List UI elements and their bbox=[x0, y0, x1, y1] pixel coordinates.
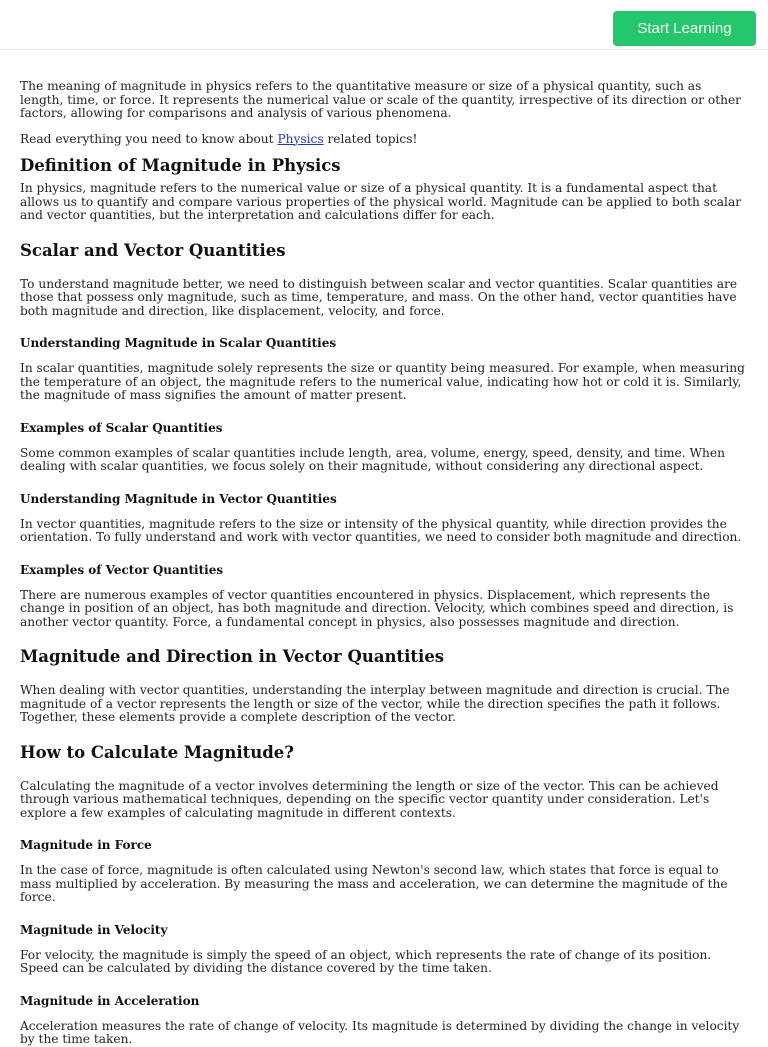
section-paragraph: In physics, magnitude refers to the numerical value or size of a physical quantity. It is a fundamental aspect that allows us to quantify and compare various properties of the physical world. Magnitude can be applied to both scalar and vector quantities, but the interpretation and calculations differ for each. bbox=[20, 181, 742, 222]
section-paragraph: Calculating the magnitude of a vector involves determining the length or size of the vector. This can be achieved through various mathematical techniques, depending on the specific vector quantity under consideration. Let's explore a few examples of calculating magnitude in different contexts. bbox=[20, 778, 719, 820]
section-paragraph: When dealing with vector quantities, understanding the interplay between magnitude and direction is crucial. The magnitude of a vector represents the length or size of the vector, while the direction specifies the path it follows. Together, these elements provide a complete description of the vector. bbox=[20, 683, 730, 724]
section-heading: Scalar and Vector Quantities bbox=[20, 240, 286, 260]
subsection-heading: Understanding Magnitude in Scalar Quantities bbox=[20, 336, 337, 350]
subsection-paragraph: Acceleration measures the rate of change of velocity. Its magnitude is determined by dividing the change in velocity by the time taken. bbox=[20, 1018, 740, 1046]
subsection-heading: Magnitude in Acceleration bbox=[20, 993, 200, 1008]
subsection-heading: Examples of Scalar Quantities bbox=[20, 420, 223, 435]
subsection-heading: Examples of Vector Quantities bbox=[20, 562, 224, 577]
subsection-paragraph: In scalar quantities, magnitude solely represents the size or quantity being measured. For example, when measuring the temperature of an object, the magnitude refers to the numerical value, indicating how hot or cold it is. Similarly, the magnitude of mass signifies the amount of matter present. bbox=[20, 361, 745, 402]
subsection-paragraph: In the case of force, magnitude is often calculated using Newton's second law, which states that force is equal to mass multiplied by acceleration. By measuring the mass and acceleration, we can determine the magnitude of the force. bbox=[20, 863, 728, 904]
read-more-line bbox=[20, 133, 748, 147]
top-bar bbox=[0, 0, 768, 50]
article-body bbox=[20, 80, 748, 1047]
subsection-heading: Magnitude in Force bbox=[20, 838, 152, 852]
subsection-paragraph: For velocity, the magnitude is simply the speed of an object, which represents the rate of change of its position. Speed can be calculated by dividing the distance covered by the time taken. bbox=[20, 947, 712, 975]
section-heading: Magnitude and Direction in Vector Quantities bbox=[20, 647, 445, 666]
intro-paragraph: The meaning of magnitude in physics refers to the quantitative measure or size of a physical quantity, such as length, time, or force. It represents the numerical value or scale of the quantity, irrespective of its direction or other factors, allowing for comparisons and analysis of various phenomena. bbox=[20, 79, 741, 120]
section-heading: Definition of Magnitude in Physics bbox=[20, 156, 341, 175]
subsection-heading: Understanding Magnitude in Vector Quantities bbox=[20, 491, 337, 506]
subsection-heading: Magnitude in Velocity bbox=[20, 922, 168, 937]
start-learning-button[interactable]: Start Learning bbox=[613, 11, 756, 46]
subsection-paragraph: There are numerous examples of vector quantities encountered in physics. Displacement, which represents the change in position of an object, has both magnitude and direction. Velocity, which combines speed and direction, is another vector quantity. Force, a fundamental concept in physics, also possesses magnitude and direction. bbox=[20, 587, 734, 629]
read-more-suffix: related topics! bbox=[323, 131, 418, 146]
section-heading: How to Calculate Magnitude? bbox=[20, 742, 294, 762]
subsection-paragraph: In vector quantities, magnitude refers to the size or intensity of the physical quantity, while direction provides the orientation. To fully understand and work with vector quantities, we need to consider both magnitude and direction. bbox=[20, 516, 742, 544]
physics-topics-link[interactable]: Physics bbox=[277, 131, 324, 146]
read-more-prefix: Read everything you need to know about bbox=[20, 131, 278, 146]
subsection-paragraph: Some common examples of scalar quantities include length, area, volume, energy, speed, density, and time. When dealing with scalar quantities, we focus solely on their magnitude, without considering any directional aspect. bbox=[20, 445, 725, 473]
section-paragraph: To understand magnitude better, we need to distinguish between scalar and vector quantities. Scalar quantities are those that possess only magnitude, such as time, temperature, and mass. On the other hand, vector quantities have both magnitude and direction, like displacement, velocity, and force. bbox=[20, 276, 738, 318]
